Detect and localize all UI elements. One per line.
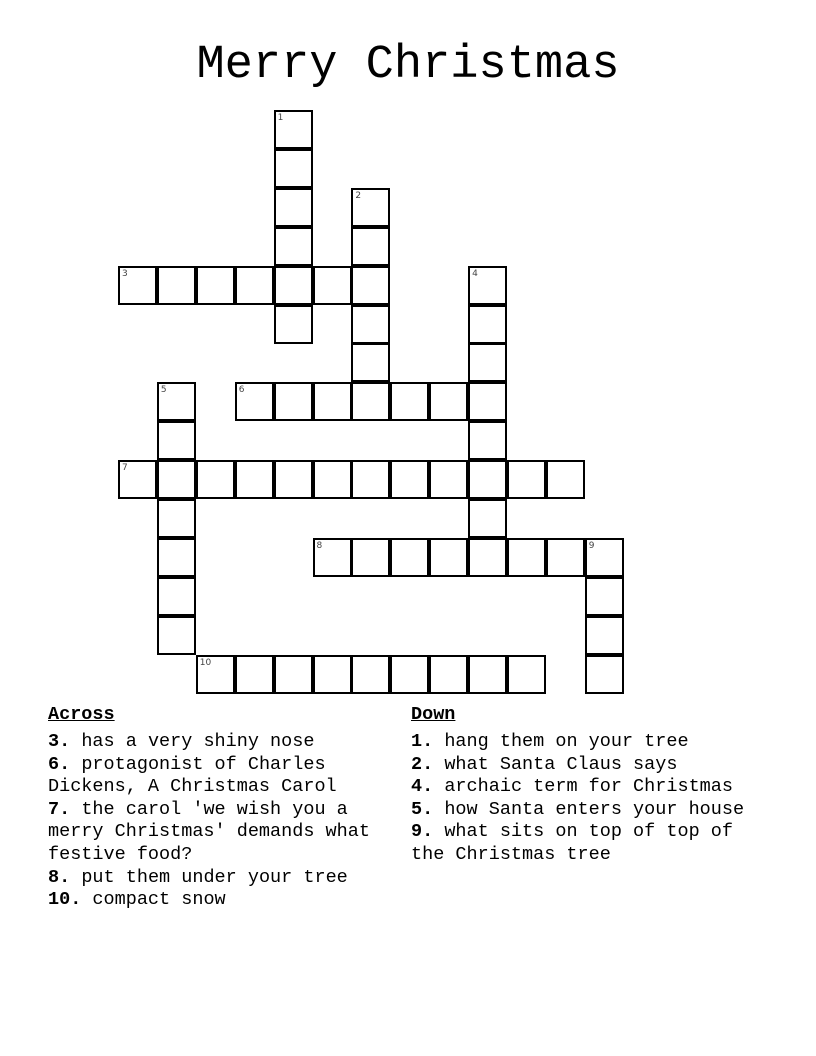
- grid-cell[interactable]: [546, 538, 585, 577]
- grid-cell[interactable]: [157, 538, 196, 577]
- grid-cell[interactable]: [585, 577, 624, 616]
- grid-cell[interactable]: [351, 227, 390, 266]
- clue-across-6: [48, 754, 408, 799]
- grid-cell[interactable]: [235, 460, 274, 499]
- grid-cell[interactable]: [390, 538, 429, 577]
- grid-cell[interactable]: [390, 382, 429, 421]
- grid-cell[interactable]: [274, 149, 313, 188]
- grid-cell[interactable]: [118, 460, 157, 499]
- grid-cell[interactable]: [468, 655, 507, 694]
- grid-cell[interactable]: [468, 343, 507, 382]
- grid-cell[interactable]: [274, 188, 313, 227]
- clue-number: 9.: [411, 821, 434, 843]
- grid-cell[interactable]: [351, 343, 390, 382]
- cell-number: 2: [355, 190, 362, 201]
- clue-text: hang them on your tree: [444, 731, 689, 752]
- grid-cell[interactable]: [507, 538, 546, 577]
- grid-cell[interactable]: [468, 499, 507, 538]
- grid-cell[interactable]: [235, 266, 274, 305]
- clue-number: 2.: [411, 753, 434, 775]
- grid-cell[interactable]: [429, 655, 468, 694]
- grid-cell[interactable]: [468, 538, 507, 577]
- grid-cell[interactable]: [274, 110, 313, 149]
- cell-number: 7: [122, 463, 128, 474]
- grid-cell[interactable]: [313, 538, 352, 577]
- grid-cell[interactable]: [351, 188, 390, 227]
- grid-cell[interactable]: [585, 655, 624, 694]
- grid-cell[interactable]: [429, 460, 468, 499]
- cell-number: 8: [316, 540, 323, 551]
- cell-number: 1: [277, 113, 284, 123]
- grid-cell[interactable]: [351, 538, 390, 577]
- cell-number: 6: [238, 385, 245, 396]
- clue-text: protagonist of Charles Dickens, A Christmas Carol: [48, 753, 337, 798]
- clue-number: 4.: [411, 776, 434, 798]
- grid-cell[interactable]: [157, 577, 196, 616]
- cell-number: 3: [122, 268, 128, 279]
- grid-cell[interactable]: [274, 382, 313, 421]
- clue-number: 8.: [48, 866, 71, 888]
- cell-number: 10: [199, 657, 212, 668]
- clue-text: put them under your tree: [81, 866, 348, 888]
- grid-cell[interactable]: [235, 382, 274, 421]
- clue-number: 3.: [48, 731, 71, 752]
- grid-cell[interactable]: [468, 382, 507, 421]
- grid-cell[interactable]: [313, 382, 352, 421]
- clue-across-8: [48, 867, 408, 890]
- grid-cell[interactable]: [351, 305, 390, 344]
- grid-cell[interactable]: [390, 460, 429, 499]
- grid-cell[interactable]: [351, 382, 390, 421]
- clue-down-1: [411, 731, 771, 754]
- grid-cell[interactable]: [507, 460, 546, 499]
- grid-cell[interactable]: [313, 655, 352, 694]
- grid-cell[interactable]: [196, 266, 235, 305]
- grid-cell[interactable]: [429, 538, 468, 577]
- grid-cell[interactable]: [274, 227, 313, 266]
- grid-cell[interactable]: [468, 266, 507, 305]
- clue-down-4: [411, 776, 771, 799]
- grid-cell[interactable]: [468, 305, 507, 344]
- across-clues: [48, 704, 408, 912]
- clue-down-5: [411, 799, 771, 822]
- cell-number: 4: [472, 268, 478, 279]
- cell-number: 9: [588, 540, 595, 551]
- grid-cell[interactable]: [351, 655, 390, 694]
- grid-cell[interactable]: [196, 460, 235, 499]
- across-heading: Across: [48, 704, 115, 725]
- grid-cell[interactable]: [390, 655, 429, 694]
- clue-text: archaic term for Christmas: [444, 776, 733, 798]
- grid-cell[interactable]: [313, 266, 352, 305]
- grid-cell[interactable]: [274, 266, 313, 305]
- grid-cell[interactable]: [274, 460, 313, 499]
- clue-text: compact snow: [92, 889, 226, 911]
- clue-text: what Santa Claus says: [444, 753, 678, 775]
- down-heading: Down: [411, 704, 456, 725]
- grid-cell[interactable]: [468, 460, 507, 499]
- clue-text: how Santa enters your house: [444, 798, 745, 820]
- grid-cell[interactable]: [118, 266, 157, 305]
- grid-cell[interactable]: [235, 655, 274, 694]
- clue-number: 10.: [48, 889, 82, 911]
- grid-cell[interactable]: [507, 655, 546, 694]
- clue-text: has a very shiny nose: [81, 731, 315, 752]
- clue-across-10: [48, 889, 408, 912]
- grid-cell[interactable]: [351, 266, 390, 305]
- grid-cell[interactable]: [274, 305, 313, 344]
- grid-cell[interactable]: [585, 616, 624, 655]
- clue-down-2: [411, 754, 771, 777]
- clue-number: 7.: [48, 798, 71, 820]
- grid-cell[interactable]: [157, 382, 196, 421]
- clue-number: 6.: [48, 753, 71, 775]
- clue-across-3: [48, 731, 408, 754]
- clue-text: the carol 'we wish you a merry Christmas' demands what festive food?: [48, 798, 370, 865]
- grid-cell[interactable]: [585, 538, 624, 577]
- down-clues: [411, 704, 771, 867]
- grid-cell[interactable]: [157, 616, 196, 655]
- grid-cell[interactable]: [196, 655, 235, 694]
- clue-text: what sits on top of top of the Christmas tree: [411, 821, 733, 865]
- puzzle-title: Merry Christmas: [196, 39, 620, 92]
- clue-across-7: [48, 799, 408, 867]
- grid-cell[interactable]: [351, 460, 390, 499]
- clue-number: 5.: [411, 798, 434, 820]
- grid-cell[interactable]: [157, 421, 196, 460]
- grid-cell[interactable]: [313, 460, 352, 499]
- grid-cell[interactable]: [157, 460, 196, 499]
- grid-cell[interactable]: [157, 499, 196, 538]
- grid-cell[interactable]: [429, 382, 468, 421]
- clue-down-9: [411, 821, 771, 866]
- clue-number: 1.: [411, 731, 434, 752]
- grid-cell[interactable]: [274, 655, 313, 694]
- cell-number: 5: [160, 385, 167, 396]
- grid-cell[interactable]: [546, 460, 585, 499]
- grid-cell[interactable]: [468, 421, 507, 460]
- grid-cell[interactable]: [157, 266, 196, 305]
